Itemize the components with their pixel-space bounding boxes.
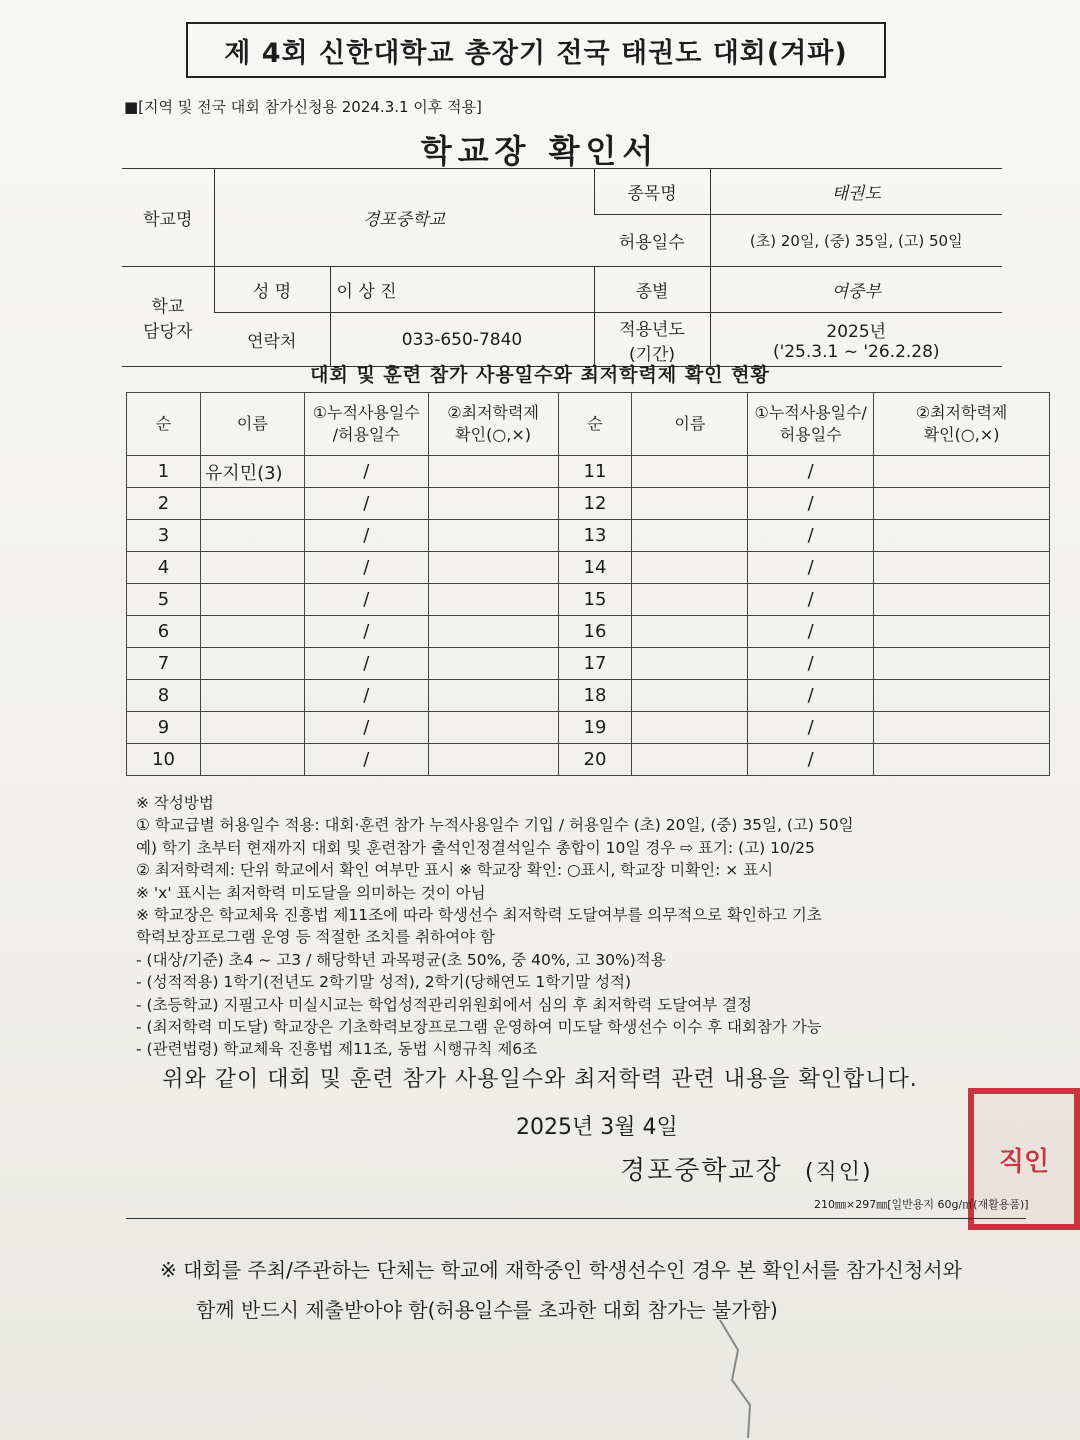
division-label: 종별 bbox=[594, 267, 710, 313]
manager-label-line2: 담당자 bbox=[143, 321, 193, 342]
min-achievement-check bbox=[428, 456, 558, 488]
row-number: 15 bbox=[558, 584, 632, 616]
row-number: 4 bbox=[127, 552, 201, 584]
header-usage-left bbox=[304, 393, 428, 456]
contact-value: 033-650-7840 bbox=[330, 313, 594, 367]
header-min-right-line2: 확인(○,×) bbox=[923, 425, 1000, 444]
header-usage-left-line1: ①누적사용일수 bbox=[312, 403, 420, 422]
row-number: 20 bbox=[558, 744, 632, 776]
usage-days: / bbox=[304, 520, 428, 552]
instruction-line: - (관련법령) 학교체육 진흥법 제11조, 동법 시행규칙 제6조 bbox=[136, 1040, 538, 1059]
student-name bbox=[632, 712, 748, 744]
instruction-line: ① 학교급별 허용일수 적용: 대회·훈련 참가 누적사용일수 기입 / 허용일수 (초) 20일, (중) 35일, (고) 50일 bbox=[136, 816, 854, 835]
usage-days: / bbox=[304, 680, 428, 712]
header-name-left: 이름 bbox=[200, 393, 304, 456]
usage-days: / bbox=[304, 744, 428, 776]
row-number: 7 bbox=[127, 648, 201, 680]
manager-label bbox=[122, 267, 214, 367]
student-name bbox=[200, 616, 304, 648]
usage-days: / bbox=[748, 520, 874, 552]
usage-note: ■[지역 및 전국 대회 참가신청용 2024.3.1 이후 적용] bbox=[124, 98, 482, 116]
usage-days: / bbox=[748, 552, 874, 584]
min-achievement-check bbox=[428, 712, 558, 744]
instruction-line: - (성적적용) 1학기(전년도 2학기말 성적), 2학기(당해연도 1학기말 성적) bbox=[136, 973, 632, 992]
school-name-label: 학교명 bbox=[122, 169, 214, 267]
torn-paper-edge bbox=[710, 1310, 790, 1440]
instruction-line: - (최저학력 미도달) 학교장은 기초학력보장프로그램 운영하여 미도달 학생선수 이수 후 대회참가 가능 bbox=[136, 1018, 822, 1037]
roster-table bbox=[126, 392, 1050, 776]
year-label-line2: (기간) bbox=[628, 344, 676, 365]
student-name bbox=[632, 456, 748, 488]
student-name bbox=[632, 584, 748, 616]
usage-days: / bbox=[748, 584, 874, 616]
table-row bbox=[127, 584, 1050, 616]
instruction-line: 예) 학기 초부터 현재까지 대회 및 훈련참가 출석인정결석일수 총합이 10일 경우 ⇨ 표기: (고) 10/25 bbox=[136, 838, 815, 857]
student-name bbox=[632, 616, 748, 648]
manager-label-line1: 학교 bbox=[151, 296, 185, 317]
student-name bbox=[632, 552, 748, 584]
min-achievement-check bbox=[874, 456, 1050, 488]
period-value: ('25.3.1 ~ '26.2.28) bbox=[772, 342, 940, 362]
usage-days: / bbox=[304, 648, 428, 680]
usage-days: / bbox=[748, 616, 874, 648]
min-achievement-check bbox=[428, 488, 558, 520]
row-number: 12 bbox=[558, 488, 632, 520]
row-number: 19 bbox=[558, 712, 632, 744]
usage-days: / bbox=[304, 488, 428, 520]
principal-name: 경포중학교장 bbox=[620, 1156, 783, 1186]
year-label-line1: 적용년도 bbox=[619, 319, 685, 340]
official-seal-stamp: 직인 bbox=[968, 1088, 1080, 1230]
student-name bbox=[200, 520, 304, 552]
divider bbox=[126, 1218, 1026, 1219]
allowed-days-value: (초) 20일, (중) 35일, (고) 50일 bbox=[710, 215, 1002, 267]
min-achievement-check bbox=[428, 520, 558, 552]
table-row bbox=[127, 552, 1050, 584]
year-label bbox=[594, 313, 710, 367]
min-achievement-check bbox=[428, 616, 558, 648]
row-number: 1 bbox=[127, 456, 201, 488]
header-order-right: 순 bbox=[558, 393, 632, 456]
contact-label: 연락처 bbox=[214, 313, 330, 367]
header-usage-left-line2: /허용일수 bbox=[332, 425, 400, 444]
roster-body bbox=[127, 456, 1050, 776]
header-min-right bbox=[874, 393, 1050, 456]
usage-days: / bbox=[748, 712, 874, 744]
page-title: 학교장 확인서 bbox=[420, 132, 660, 170]
header-usage-right bbox=[748, 393, 874, 456]
min-achievement-check bbox=[874, 552, 1050, 584]
student-name bbox=[200, 712, 304, 744]
seal-label: (직인) bbox=[804, 1160, 873, 1185]
row-number: 14 bbox=[558, 552, 632, 584]
signature-date: 2025년 3월 4일 bbox=[516, 1115, 678, 1140]
student-name bbox=[632, 520, 748, 552]
row-number: 16 bbox=[558, 616, 632, 648]
instruction-line: ※ 작성방법 bbox=[136, 794, 214, 812]
year-value: 2025년 bbox=[826, 322, 887, 342]
usage-days: / bbox=[748, 680, 874, 712]
min-achievement-check bbox=[874, 616, 1050, 648]
header-min-right-line1: ②최저학력제 bbox=[915, 403, 1008, 422]
instruction-line: ② 최저학력제: 단위 학교에서 확인 여부만 표시 ※ 학교장 확인: ○표시, 학교장 미확인: × 표시 bbox=[136, 861, 774, 880]
event-label: 종목명 bbox=[594, 169, 710, 215]
min-achievement-check bbox=[874, 680, 1050, 712]
row-number: 18 bbox=[558, 680, 632, 712]
instruction-line: ※ 학교장은 학교체육 진흥법 제11조에 따라 학생선수 최저학력 도달여부를 의무적으로 확인하고 기초 bbox=[136, 906, 822, 925]
row-number: 9 bbox=[127, 712, 201, 744]
division-value: 여중부 bbox=[710, 267, 1002, 313]
min-achievement-check bbox=[874, 712, 1050, 744]
row-number: 2 bbox=[127, 488, 201, 520]
instruction-line: 학력보장프로그램 운영 등 적절한 조치를 취하여야 함 bbox=[136, 928, 495, 947]
student-name bbox=[200, 584, 304, 616]
min-achievement-check bbox=[428, 648, 558, 680]
min-achievement-check bbox=[874, 744, 1050, 776]
usage-days: / bbox=[748, 456, 874, 488]
min-achievement-check bbox=[874, 488, 1050, 520]
year-period-cell bbox=[710, 313, 1002, 367]
student-name bbox=[200, 680, 304, 712]
table-row bbox=[127, 488, 1050, 520]
usage-days: / bbox=[748, 744, 874, 776]
header-min-left bbox=[428, 393, 558, 456]
footnote-line2: 함께 반드시 제출받아야 함(허용일수를 초과한 대회 참가는 불가함) bbox=[196, 1298, 778, 1322]
student-name bbox=[200, 488, 304, 520]
student-name bbox=[200, 744, 304, 776]
paper-spec: 210㎜×297㎜[일반용지 60g/㎡(재활용품)] bbox=[814, 1198, 1029, 1211]
header-usage-right-line2: 허용일수 bbox=[779, 425, 842, 444]
instruction-line: - (대상/기준) 초4 ~ 고3 / 해당학년 과목평균(초 50%, 중 40%, 고 30%)적용 bbox=[136, 950, 666, 969]
row-number: 6 bbox=[127, 616, 201, 648]
student-name bbox=[632, 744, 748, 776]
min-achievement-check bbox=[428, 584, 558, 616]
usage-days: / bbox=[748, 488, 874, 520]
table-row bbox=[127, 744, 1050, 776]
manager-name-value: 이 상 진 bbox=[330, 267, 594, 313]
header-order-left: 순 bbox=[127, 393, 201, 456]
table-row bbox=[127, 520, 1050, 552]
school-info-table bbox=[122, 168, 1002, 367]
usage-days: / bbox=[304, 616, 428, 648]
row-number: 10 bbox=[127, 744, 201, 776]
header-name-right: 이름 bbox=[632, 393, 748, 456]
student-name: 유지민(3) bbox=[200, 456, 304, 488]
min-achievement-check bbox=[874, 520, 1050, 552]
min-achievement-check bbox=[428, 552, 558, 584]
usage-days: / bbox=[304, 712, 428, 744]
row-number: 5 bbox=[127, 584, 201, 616]
row-number: 13 bbox=[558, 520, 632, 552]
instruction-line: ※ 'x' 표시는 최저학력 미도달을 의미하는 것이 아님 bbox=[136, 883, 486, 902]
name-label: 성 명 bbox=[214, 267, 330, 313]
footnote-line1: ※ 대회를 주최/주관하는 단체는 학교에 재학중인 학생선수인 경우 본 확인서를 참가신청서와 bbox=[160, 1258, 962, 1282]
row-number: 11 bbox=[558, 456, 632, 488]
student-name bbox=[200, 552, 304, 584]
header-usage-right-line1: ①누적사용일수/ bbox=[754, 403, 867, 422]
table-row bbox=[127, 616, 1050, 648]
min-achievement-check bbox=[428, 680, 558, 712]
header-min-left-line1: ②최저학력제 bbox=[447, 403, 539, 422]
principal-signature bbox=[620, 1150, 873, 1187]
table-row bbox=[127, 712, 1050, 744]
usage-days: / bbox=[304, 584, 428, 616]
usage-days: / bbox=[304, 552, 428, 584]
instruction-line: - (초등학교) 지필고사 미실시교는 학업성적관리위원회에서 심의 후 최저학력 도달여부 결정 bbox=[136, 995, 753, 1014]
table-row bbox=[127, 680, 1050, 712]
roster-section-title: 대회 및 훈련 참가 사용일수와 최저학력제 확인 현황 bbox=[310, 364, 770, 386]
header-min-left-line2: 확인(○,×) bbox=[455, 425, 532, 444]
writing-instructions bbox=[136, 792, 1056, 1061]
school-name-value: 경포중학교 bbox=[214, 169, 594, 267]
submission-footnote bbox=[160, 1250, 1060, 1330]
min-achievement-check bbox=[874, 648, 1050, 680]
min-achievement-check bbox=[428, 744, 558, 776]
competition-title-box: 제 4회 신한대학교 총장기 전국 태권도 대회(겨파) bbox=[186, 22, 886, 78]
table-row bbox=[127, 648, 1050, 680]
student-name bbox=[632, 488, 748, 520]
row-number: 17 bbox=[558, 648, 632, 680]
row-number: 8 bbox=[127, 680, 201, 712]
student-name bbox=[200, 648, 304, 680]
confirmation-statement: 위와 같이 대회 및 훈련 참가 사용일수와 최저학력 관련 내용을 확인합니다. bbox=[162, 1067, 918, 1092]
student-name bbox=[632, 680, 748, 712]
student-name bbox=[632, 648, 748, 680]
usage-days: / bbox=[748, 648, 874, 680]
usage-days: / bbox=[304, 456, 428, 488]
event-value: 태권도 bbox=[710, 169, 1002, 215]
allowed-days-label: 허용일수 bbox=[594, 215, 710, 267]
table-row bbox=[127, 456, 1050, 488]
row-number: 3 bbox=[127, 520, 201, 552]
min-achievement-check bbox=[874, 584, 1050, 616]
